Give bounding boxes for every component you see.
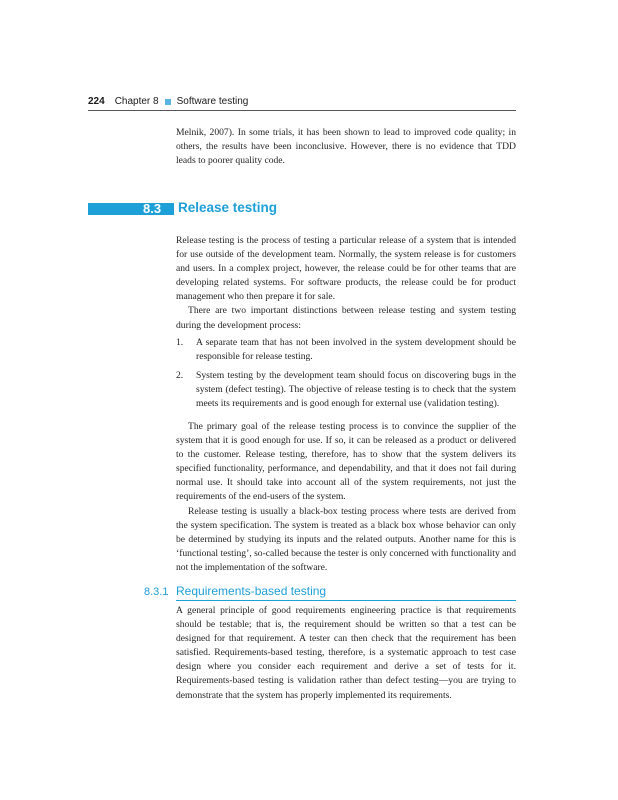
section-body bbox=[176, 420, 516, 575]
chapter-label: Chapter 8 bbox=[114, 96, 159, 107]
list-number: 1. bbox=[176, 337, 184, 348]
running-head bbox=[88, 96, 516, 107]
section-paragraph-4: Release testing is usually a black-box testing process where tests are derived from the system specification. The system is treated as a black box whose behavior can only be determined by studying its inputs and the related outputs. Another name for this is ‘functional testing’, so-called because the tester is only concerned with functionality and not the implementation of the software. bbox=[176, 505, 516, 573]
intro-block bbox=[176, 126, 516, 168]
list-text: A separate team that has not been involved in the system development should be responsible for release testing. bbox=[196, 337, 516, 363]
list-item bbox=[176, 369, 516, 411]
section-bar bbox=[88, 203, 174, 215]
subsection-body bbox=[176, 604, 516, 703]
section-paragraph-3: The primary goal of the release testing process is to convince the supplier of the system that it is good enough for use. If so, it can be released as a product or delivered to the customer. Release testing, therefore, has to show that the system delivers its specified functionality, performance, and dependability, and that it does not fail during normal use. It should take into account all of the system requirements, not just the requirements of the end-users of the system. bbox=[176, 421, 516, 503]
list-item bbox=[176, 336, 516, 364]
intro-paragraph: Melnik, 2007). In some trials, it has been shown to lead to improved code quality; in others, the results have been inconclusive. However, there is no evidence that TDD leads to poorer quality code. bbox=[176, 127, 516, 167]
section-intro bbox=[176, 234, 516, 333]
header-rule bbox=[88, 110, 516, 111]
section-title: Release testing bbox=[178, 200, 278, 215]
subsection-number: 8.3.1 bbox=[144, 586, 169, 598]
section-paragraph-2: There are two important distinctions between release testing and system testing during the development process: bbox=[176, 305, 516, 331]
subsection-rule bbox=[176, 600, 516, 601]
section-number: 8.3 bbox=[143, 201, 162, 216]
subsection-title: Requirements-based testing bbox=[176, 584, 327, 598]
list-number: 2. bbox=[176, 370, 184, 382]
square-bullet-icon bbox=[165, 99, 171, 105]
distinctions-list bbox=[176, 336, 516, 416]
list-text: System testing by the development team should focus on discovering bugs in the system (defect testing). The objective of release testing is to check that the system meets its requirements and is good enough for external use (validation testing). bbox=[196, 370, 516, 410]
subsection-paragraph: A general principle of good requirements engineering practice is that requirements should be testable; that is, the requirement should be written so that a test can be designed for that requirement. A tester can then check that the requirement has been satisfied. Requirements-based testing, therefore, is a systematic approach to test case design where you consider each requirement and derive a set of tests for it. Requirements-based testing is validation rather than defect testing—you are trying to demonstrate that the system has properly implemented its requirements. bbox=[176, 605, 516, 701]
section-paragraph-1: Release testing is the process of testing a particular release of a system that is intended for use outside of the development team. Normally, the system release is for customers and users. In a complex project, however, the release could be for other teams that are developing related systems. For software products, the release could be for product management who then prepare it for sale. bbox=[176, 235, 516, 303]
page-number: 224 bbox=[88, 96, 105, 107]
chapter-title: Software testing bbox=[176, 96, 249, 107]
